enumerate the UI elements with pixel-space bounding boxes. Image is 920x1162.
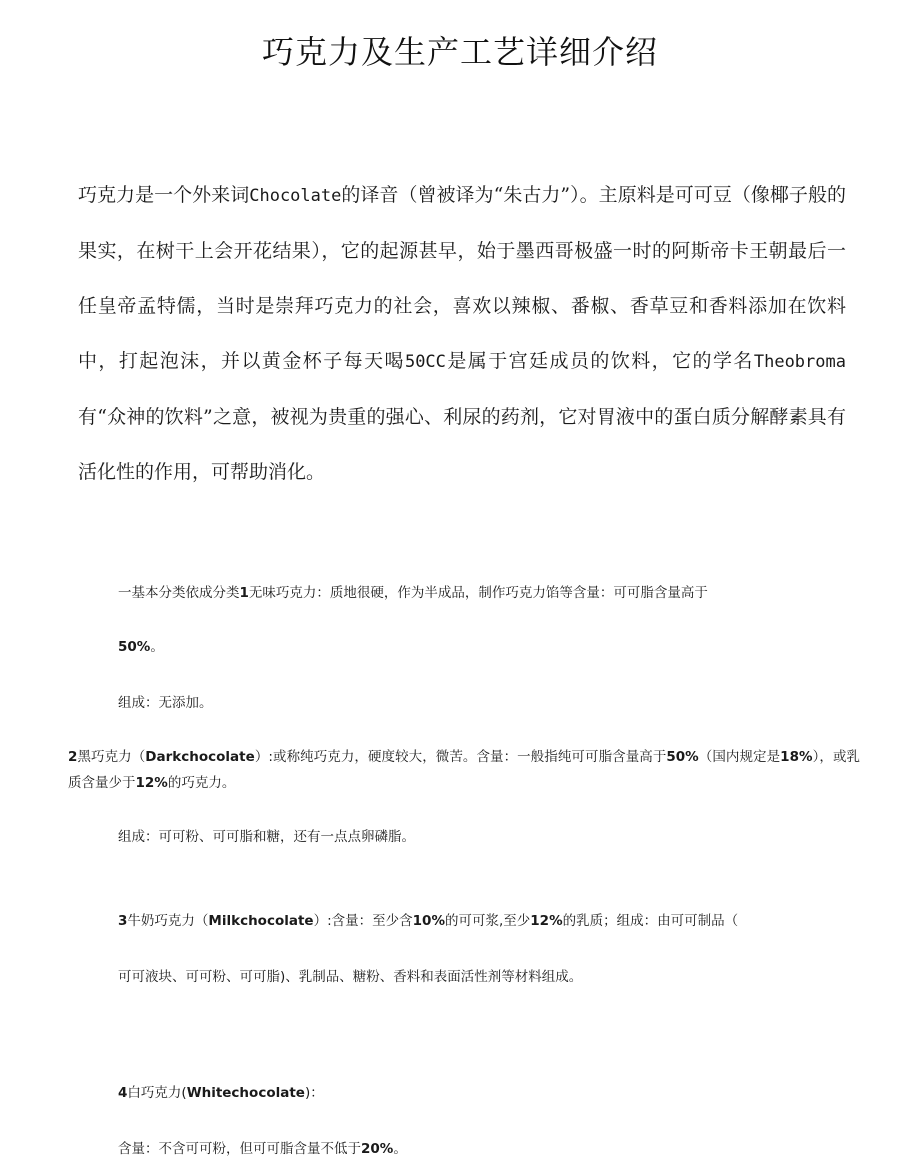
section-3-en-name: Milkchocolate: [208, 913, 314, 929]
section-1-body: 无味巧克力：质地很硬，作为半成品，制作巧克力馅等含量：可可脂含量高于: [248, 585, 708, 601]
section-2-en-name: Darkchocolate: [145, 749, 255, 765]
spacer: [0, 660, 920, 690]
section-4-name-close: )：: [304, 1085, 324, 1101]
spacer: [0, 1050, 920, 1080]
spacer: [0, 850, 920, 908]
section-2-body-b: （国内规定是: [698, 749, 781, 765]
section-2-block: [68, 744, 860, 796]
section-3-name: 牛奶巧克力（: [127, 913, 209, 929]
section-2-percent-a: 50%: [666, 749, 699, 765]
section-4-content: [118, 1136, 860, 1162]
spacer: [0, 796, 920, 824]
intro-paragraph: [78, 168, 846, 500]
section-1-percent: 50%: [118, 639, 151, 655]
section-3-block: [118, 908, 860, 934]
section-2-percent-b: 18%: [780, 749, 813, 765]
section-2-number: 2: [68, 749, 78, 765]
section-4-content-b: 。: [393, 1141, 407, 1157]
intro-text-part3: 是属于宫廷成员的饮料，它的学名: [445, 350, 754, 372]
section-3-number: 3: [118, 913, 128, 929]
intro-text-part4: 有“众神的饮料”之意，被视为贵重的强心、利尿的药剂，它对胃液中的蛋白质分解酵素具有活化性的作用，可帮助消化。: [78, 406, 846, 483]
intro-term-50cc: 50CC: [404, 352, 446, 372]
section-2-body-c: ），或乳质含量少于: [68, 749, 861, 791]
section-1-number: 1: [239, 585, 249, 601]
section-4-name: 白巧克力(: [127, 1085, 187, 1101]
spacer: [0, 934, 920, 964]
section-2-percent-c: 12%: [135, 775, 168, 791]
intro-term-chocolate: Chocolate: [249, 186, 342, 206]
section-3-body-a: 含量：至少含: [331, 913, 413, 929]
classification-sections: [0, 580, 920, 1162]
spacer: [0, 990, 920, 1050]
section-3-body-b: 的可可浆,至少: [444, 913, 531, 929]
intro-paragraph-block: [78, 168, 846, 500]
section-2-body-a: 或称纯巧克力，硬度较大，微苦。含量：一般指纯可可脂含量高于: [272, 749, 667, 765]
section-3-continuation: 可可液块、可可粉、可可脂)、乳制品、糖粉、香料和表面活性剂等材料组成。: [118, 969, 583, 985]
section-2-body-d: 的巧克力。: [167, 775, 236, 791]
spacer: [0, 1106, 920, 1136]
section-3-percent-b: 12%: [530, 913, 563, 929]
section-2-name-close: ）:: [254, 749, 273, 765]
page-title: 巧克力及生产工艺详细介绍: [261, 33, 658, 72]
section-4-heading: [118, 1080, 860, 1106]
section-4-number: 4: [118, 1085, 128, 1101]
section-4-percent: 20%: [361, 1141, 394, 1157]
intro-text-part2: 的译音（曾被译为“朱古力”）。主原料是可可豆（像椰子般的果实，在树干上会开花结果），它的起源甚早，始于墨西哥极盛一时的阿斯帝卡王朝最后一任皇帝孟特儒，当时是崇拜巧克力的社会，喜欢以辣椒、番椒、香草豆和香料添加在饮料中，打起泡沫，并以黄金杯子每天喝: [78, 184, 846, 372]
intro-text-part1: 巧克力是一个外来词: [78, 184, 250, 206]
spacer: [0, 716, 920, 744]
section-1-heading-line: [118, 580, 860, 606]
section-1-lead: 一基本分类依成分类: [118, 585, 240, 601]
section-2-name: 黑巧克力（: [77, 749, 146, 765]
spacer: [0, 606, 920, 634]
section-1-composition: 组成：无添加。: [118, 695, 213, 711]
section-3-percent-a: 10%: [412, 913, 445, 929]
section-3-body-c: 的乳质；组成：由可可制品（: [562, 913, 739, 929]
section-2-composition: 组成：可可粉、可可脂和糖，还有一点点卵磷脂。: [118, 829, 415, 845]
section-1-percent-line: [118, 634, 860, 660]
section-3-name-close: ）:: [313, 913, 332, 929]
intro-term-theobroma: Theobroma: [753, 352, 846, 372]
section-4-content-a: 含量：不含可可粉，但可可脂含量不低于: [118, 1141, 361, 1157]
section-1-percent-tail: 。: [150, 639, 164, 655]
section-4-en-name: Whitechocolate: [186, 1085, 305, 1101]
